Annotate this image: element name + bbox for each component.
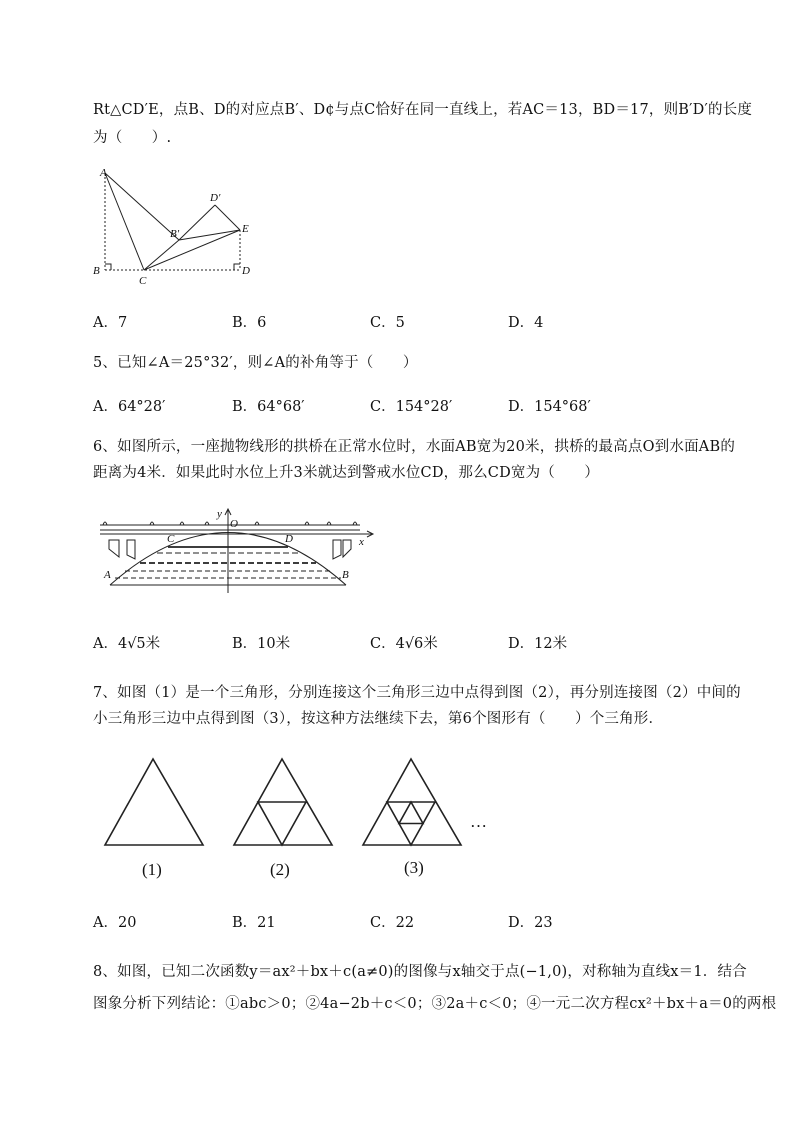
question-8-text-line-2: 图象分析下列结论：①abc＞0；②4a−2b＋c＜0；③2a＋c＜0；④一元二次方程cx²＋bx＋a＝0的两根 [93, 996, 777, 1012]
arch-label-x: x [359, 536, 364, 548]
question-6-text-line-1: 6、如图所示，一座抛物线形的拱桥在正常水位时，水面AB宽为20米，拱桥的最高点O到水面AB的 [93, 439, 736, 455]
q5-option-b: B．64°68′ [232, 399, 305, 415]
label-D: D [242, 265, 250, 277]
q4-option-b: B．6 [232, 315, 267, 331]
q4-option-c: C．5 [370, 315, 405, 331]
arch-bridge-figure [95, 505, 380, 595]
q6-option-a: A．4√5米 [93, 636, 161, 652]
label-B: B [93, 265, 100, 277]
q6-option-d: D．12米 [508, 636, 568, 652]
question-4-figure [90, 160, 270, 290]
q6-option-b: B．10米 [232, 636, 291, 652]
arch-label-A: A [104, 569, 111, 581]
q5-option-c: C．154°28′ [370, 399, 453, 415]
label-A: A [100, 167, 107, 179]
q5-option-a: A．64°28′ [93, 399, 166, 415]
label-E: E [242, 223, 249, 235]
arch-label-O: O [230, 518, 238, 530]
question-5-stem: 5、已知∠A＝25°32′，则∠A的补角等于（ ） [93, 355, 418, 371]
triangles-figure [100, 755, 500, 885]
q7-option-b: B．21 [232, 915, 276, 931]
triangle-figure-2-label: (2) [270, 860, 290, 879]
ellipsis: … [470, 812, 487, 831]
triangle-figure-3-label: (3) [404, 858, 424, 877]
q4-option-d: D．4 [508, 315, 544, 331]
label-B-prime: B′ [170, 228, 180, 240]
q7-option-c: C．22 [370, 915, 415, 931]
arch-label-C: C [167, 533, 175, 545]
q6-option-c: C．4√6米 [370, 636, 438, 652]
question-8-text-line-1: 8、如图，已知二次函数y＝ax²＋bx＋c(a≠0)的图像与x轴交于点(−1,0)，对称轴为直线x＝1．结合 [93, 964, 747, 980]
label-D-prime: D′ [210, 192, 221, 204]
arch-label-B: B [342, 569, 349, 581]
q5-option-d: D．154°68′ [508, 399, 591, 415]
label-C: C [139, 275, 147, 287]
q4-option-a: A．7 [93, 315, 128, 331]
question-7-text-line-1: 7、如图（1）是一个三角形，分别连接这个三角形三边中点得到图（2），再分别连接图（2）中间的 [93, 685, 741, 701]
q7-option-d: D．23 [508, 915, 553, 931]
q7-option-a: A．20 [93, 915, 137, 931]
triangle-figure-1-label: (1) [142, 860, 162, 879]
question-7-text-line-2: 小三角形三边中点得到图（3），按这种方法继续下去，第6个图形有（ ）个三角形． [93, 711, 664, 727]
question-6-text-line-2: 距离为4米．如果此时水位上升3米就达到警戒水位CD，那么CD宽为（ ） [93, 465, 600, 481]
question-4-text-line-2: 为（ ）. [93, 130, 172, 146]
question-4-text-line-1: Rt△CD′E，点B、D的对应点B′、D¢与点C恰好在同一直线上，若AC＝13，BD＝17，则B′D′的长度 [93, 102, 753, 118]
arch-label-D: D [285, 533, 293, 545]
arch-label-y: y [217, 508, 222, 520]
